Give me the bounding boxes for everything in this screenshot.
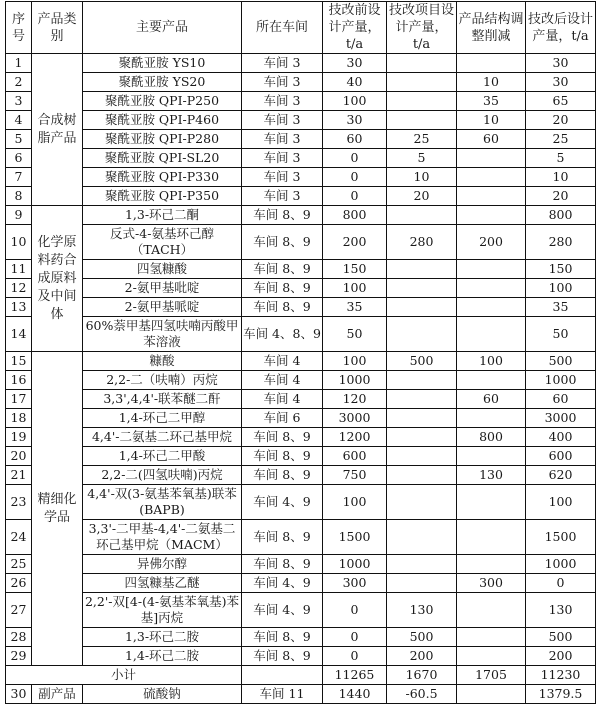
project-cell [387, 390, 457, 409]
table-row [6, 279, 596, 298]
before-cell: 750 [323, 466, 387, 485]
product-cell: 1,3-环己二胺 [83, 628, 242, 647]
table-row [6, 130, 596, 149]
before-cell: 100 [323, 92, 387, 111]
after-cell: 600 [526, 447, 596, 466]
product-cell: 4,4'-二氨基二环己基甲烷 [83, 428, 242, 447]
row-number: 11 [6, 260, 32, 279]
cut-cell [457, 555, 526, 574]
category-cell: 精细化学品 [32, 352, 83, 666]
workshop-cell: 车间 8、9 [242, 555, 323, 574]
table-row [6, 149, 596, 168]
table-row [6, 187, 596, 206]
project-cell: 5 [387, 149, 457, 168]
row-number: 14 [6, 317, 32, 352]
after-cell: 130 [526, 593, 596, 628]
row-number: 24 [6, 520, 32, 555]
before-cell: 3000 [323, 409, 387, 428]
project-cell [387, 485, 457, 520]
workshop-cell: 车间 8、9 [242, 225, 323, 260]
production-capacity-table [5, 1, 596, 704]
after-cell: 30 [526, 73, 596, 92]
row-number: 15 [6, 352, 32, 371]
workshop-cell: 车间 8、9 [242, 447, 323, 466]
project-cell: 130 [387, 593, 457, 628]
workshop-cell: 车间 8、9 [242, 428, 323, 447]
before-cell: 50 [323, 317, 387, 352]
after-cell: 25 [526, 130, 596, 149]
table-row [6, 555, 596, 574]
cut-cell [457, 149, 526, 168]
before-cell: 60 [323, 130, 387, 149]
subtotal-workshop [242, 666, 323, 685]
subtotal-label: 小计 [6, 666, 242, 685]
row-number: 6 [6, 149, 32, 168]
table-row [6, 92, 596, 111]
row-number: 1 [6, 54, 32, 73]
byproduct-project: -60.5 [387, 685, 457, 704]
before-cell: 0 [323, 593, 387, 628]
project-cell [387, 574, 457, 593]
cut-cell [457, 298, 526, 317]
after-cell: 65 [526, 92, 596, 111]
cut-cell [457, 628, 526, 647]
product-cell: 聚酰亚胺 QPI-P330 [83, 168, 242, 187]
project-cell [387, 520, 457, 555]
project-cell [387, 409, 457, 428]
project-cell: 500 [387, 352, 457, 371]
after-cell: 500 [526, 352, 596, 371]
cut-cell [457, 593, 526, 628]
cut-cell [457, 371, 526, 390]
project-cell [387, 317, 457, 352]
product-cell: 2,2-二（呋喃）丙烷 [83, 371, 242, 390]
project-cell: 200 [387, 647, 457, 666]
workshop-cell: 车间 4、9 [242, 593, 323, 628]
subtotal-before: 11265 [323, 666, 387, 685]
product-cell: 1,4-环己二甲醇 [83, 409, 242, 428]
workshop-cell: 车间 4 [242, 371, 323, 390]
project-cell [387, 92, 457, 111]
project-cell [387, 447, 457, 466]
header-workshop: 所在车间 [242, 2, 323, 54]
category-cell: 化学原料药合成原料及中间体 [32, 206, 83, 352]
product-cell: 60%萘甲基四氢呋喃丙酸甲苯溶液 [83, 317, 242, 352]
row-number: 25 [6, 555, 32, 574]
byproduct-before: 1440 [323, 685, 387, 704]
project-cell [387, 73, 457, 92]
byproduct-cut [457, 685, 526, 704]
byproduct-after: 1379.5 [526, 685, 596, 704]
project-cell [387, 371, 457, 390]
before-cell: 120 [323, 390, 387, 409]
subtotal-after: 11230 [526, 666, 596, 685]
workshop-cell: 车间 3 [242, 92, 323, 111]
after-cell: 150 [526, 260, 596, 279]
cut-cell: 100 [457, 352, 526, 371]
before-cell: 100 [323, 279, 387, 298]
cut-cell: 200 [457, 225, 526, 260]
before-cell: 100 [323, 485, 387, 520]
subtotal-row [6, 666, 596, 685]
after-cell: 500 [526, 628, 596, 647]
row-number: 26 [6, 574, 32, 593]
project-cell: 20 [387, 187, 457, 206]
row-number: 20 [6, 447, 32, 466]
after-cell: 35 [526, 298, 596, 317]
product-cell: 聚酰亚胺 YS10 [83, 54, 242, 73]
after-cell: 200 [526, 647, 596, 666]
after-cell: 0 [526, 574, 596, 593]
before-cell: 0 [323, 149, 387, 168]
table-row [6, 593, 596, 628]
after-cell: 10 [526, 168, 596, 187]
product-cell: 聚酰亚胺 QPI-P350 [83, 187, 242, 206]
workshop-cell: 车间 8、9 [242, 260, 323, 279]
after-cell: 1000 [526, 555, 596, 574]
cut-cell: 35 [457, 92, 526, 111]
product-cell: 聚酰亚胺 QPI-P250 [83, 92, 242, 111]
after-cell: 620 [526, 466, 596, 485]
table-row [6, 352, 596, 371]
table-row [6, 111, 596, 130]
before-cell: 35 [323, 298, 387, 317]
cut-cell: 60 [457, 130, 526, 149]
table-row [6, 225, 596, 260]
table-row [6, 54, 596, 73]
project-cell [387, 466, 457, 485]
byproduct-row [6, 685, 596, 704]
product-cell: 2,2-二(四氢呋喃)丙烷 [83, 466, 242, 485]
byproduct-workshop: 车间 11 [242, 685, 323, 704]
category-cell: 合成树脂产品 [32, 54, 83, 206]
after-cell: 1000 [526, 371, 596, 390]
table-row [6, 298, 596, 317]
project-cell: 280 [387, 225, 457, 260]
table-row [6, 647, 596, 666]
workshop-cell: 车间 8、9 [242, 279, 323, 298]
row-number: 18 [6, 409, 32, 428]
product-cell: 1,4-环己二甲酸 [83, 447, 242, 466]
table-row [6, 168, 596, 187]
product-cell: 聚酰亚胺 QPI-SL20 [83, 149, 242, 168]
row-number: 17 [6, 390, 32, 409]
product-cell: 2-氨甲基吡啶 [83, 279, 242, 298]
project-cell: 10 [387, 168, 457, 187]
cut-cell: 60 [457, 390, 526, 409]
before-cell: 600 [323, 447, 387, 466]
table-row [6, 317, 596, 352]
cut-cell [457, 520, 526, 555]
project-cell [387, 111, 457, 130]
cut-cell [457, 54, 526, 73]
workshop-cell: 车间 6 [242, 409, 323, 428]
before-cell: 0 [323, 187, 387, 206]
workshop-cell: 车间 8、9 [242, 466, 323, 485]
table-row [6, 466, 596, 485]
row-number: 13 [6, 298, 32, 317]
product-cell: 1,3-环己二酮 [83, 206, 242, 225]
after-cell: 20 [526, 187, 596, 206]
project-cell [387, 54, 457, 73]
table-row [6, 628, 596, 647]
workshop-cell: 车间 3 [242, 168, 323, 187]
table-row [6, 447, 596, 466]
row-number: 16 [6, 371, 32, 390]
header-product: 主要产品 [83, 2, 242, 54]
row-number: 9 [6, 206, 32, 225]
row-number: 23 [6, 485, 32, 520]
cut-cell: 10 [457, 73, 526, 92]
before-cell: 1200 [323, 428, 387, 447]
row-number: 27 [6, 593, 32, 628]
cut-cell [457, 206, 526, 225]
product-cell: 聚酰亚胺 YS20 [83, 73, 242, 92]
header-category: 产品类别 [32, 2, 83, 54]
header-no: 序号 [6, 2, 32, 54]
project-cell: 25 [387, 130, 457, 149]
cut-cell [457, 279, 526, 298]
row-number: 21 [6, 466, 32, 485]
byproduct-no: 30 [6, 685, 32, 704]
byproduct-category: 副产品 [32, 685, 83, 704]
workshop-cell: 车间 4、8、9 [242, 317, 323, 352]
after-cell: 5 [526, 149, 596, 168]
before-cell: 1000 [323, 555, 387, 574]
product-cell: 四氢糠基乙醚 [83, 574, 242, 593]
cut-cell: 130 [457, 466, 526, 485]
before-cell: 800 [323, 206, 387, 225]
before-cell: 0 [323, 647, 387, 666]
cut-cell [457, 485, 526, 520]
cut-cell [457, 647, 526, 666]
product-cell: 1,4-环己二胺 [83, 647, 242, 666]
workshop-cell: 车间 4、9 [242, 574, 323, 593]
product-cell: 四氢糠酸 [83, 260, 242, 279]
header-before: 技改前设计产量，t/a [323, 2, 387, 54]
product-cell: 糠酸 [83, 352, 242, 371]
table-row [6, 206, 596, 225]
workshop-cell: 车间 3 [242, 54, 323, 73]
product-cell: 反式-4-氨基环己醇（TACH） [83, 225, 242, 260]
table-row [6, 390, 596, 409]
workshop-cell: 车间 8、9 [242, 298, 323, 317]
before-cell: 1000 [323, 371, 387, 390]
cut-cell: 300 [457, 574, 526, 593]
row-number: 5 [6, 130, 32, 149]
workshop-cell: 车间 8、9 [242, 520, 323, 555]
row-number: 3 [6, 92, 32, 111]
workshop-cell: 车间 4 [242, 352, 323, 371]
after-cell: 50 [526, 317, 596, 352]
before-cell: 40 [323, 73, 387, 92]
header-cut: 产品结构调整削减 [457, 2, 526, 54]
row-number: 12 [6, 279, 32, 298]
before-cell: 150 [323, 260, 387, 279]
cut-cell [457, 409, 526, 428]
project-cell [387, 555, 457, 574]
workshop-cell: 车间 3 [242, 130, 323, 149]
cut-cell: 10 [457, 111, 526, 130]
cut-cell [457, 187, 526, 206]
workshop-cell: 车间 8、9 [242, 206, 323, 225]
before-cell: 30 [323, 54, 387, 73]
after-cell: 3000 [526, 409, 596, 428]
table-row [6, 371, 596, 390]
workshop-cell: 车间 3 [242, 149, 323, 168]
subtotal-cut: 1705 [457, 666, 526, 685]
workshop-cell: 车间 8、9 [242, 628, 323, 647]
row-number: 19 [6, 428, 32, 447]
header-project: 技改项目设计产量，t/a [387, 2, 457, 54]
product-cell: 聚酰亚胺 QPI-P280 [83, 130, 242, 149]
after-cell: 1500 [526, 520, 596, 555]
row-number: 7 [6, 168, 32, 187]
product-cell: 3,3',4,4'-联苯醚二酐 [83, 390, 242, 409]
after-cell: 100 [526, 485, 596, 520]
cut-cell: 800 [457, 428, 526, 447]
project-cell [387, 279, 457, 298]
cut-cell [457, 447, 526, 466]
after-cell: 30 [526, 54, 596, 73]
project-cell [387, 260, 457, 279]
product-cell: 3,3'-二甲基-4,4'-二氨基二环己基甲烷（MACM） [83, 520, 242, 555]
before-cell: 1500 [323, 520, 387, 555]
cut-cell [457, 260, 526, 279]
after-cell: 400 [526, 428, 596, 447]
workshop-cell: 车间 3 [242, 73, 323, 92]
workshop-cell: 车间 3 [242, 187, 323, 206]
after-cell: 60 [526, 390, 596, 409]
product-cell: 2-氨甲基哌啶 [83, 298, 242, 317]
row-number: 10 [6, 225, 32, 260]
after-cell: 20 [526, 111, 596, 130]
before-cell: 0 [323, 628, 387, 647]
row-number: 8 [6, 187, 32, 206]
after-cell: 800 [526, 206, 596, 225]
before-cell: 30 [323, 111, 387, 130]
table-row [6, 73, 596, 92]
project-cell: 500 [387, 628, 457, 647]
before-cell: 200 [323, 225, 387, 260]
project-cell [387, 206, 457, 225]
cut-cell [457, 168, 526, 187]
cut-cell [457, 317, 526, 352]
row-number: 28 [6, 628, 32, 647]
product-cell: 异佛尔醇 [83, 555, 242, 574]
table-row [6, 485, 596, 520]
row-number: 29 [6, 647, 32, 666]
after-cell: 280 [526, 225, 596, 260]
product-cell: 2,2'-双[4-(4-氨基苯氧基)苯基]丙烷 [83, 593, 242, 628]
project-cell [387, 428, 457, 447]
before-cell: 300 [323, 574, 387, 593]
byproduct-product: 硫酸钠 [83, 685, 242, 704]
row-number: 2 [6, 73, 32, 92]
workshop-cell: 车间 4、9 [242, 485, 323, 520]
table-row [6, 428, 596, 447]
table-row [6, 520, 596, 555]
header-row [6, 2, 596, 54]
product-cell: 4,4'-双(3-氨基苯氧基)联苯(BAPB) [83, 485, 242, 520]
header-after: 技改后设计产量，t/a [526, 2, 596, 54]
row-number: 4 [6, 111, 32, 130]
subtotal-project: 1670 [387, 666, 457, 685]
product-cell: 聚酰亚胺 QPI-P460 [83, 111, 242, 130]
workshop-cell: 车间 3 [242, 111, 323, 130]
before-cell: 0 [323, 168, 387, 187]
before-cell: 100 [323, 352, 387, 371]
workshop-cell: 车间 4 [242, 390, 323, 409]
table-row [6, 574, 596, 593]
table-row [6, 409, 596, 428]
project-cell [387, 298, 457, 317]
table-row [6, 260, 596, 279]
after-cell: 100 [526, 279, 596, 298]
workshop-cell: 车间 8、9 [242, 647, 323, 666]
